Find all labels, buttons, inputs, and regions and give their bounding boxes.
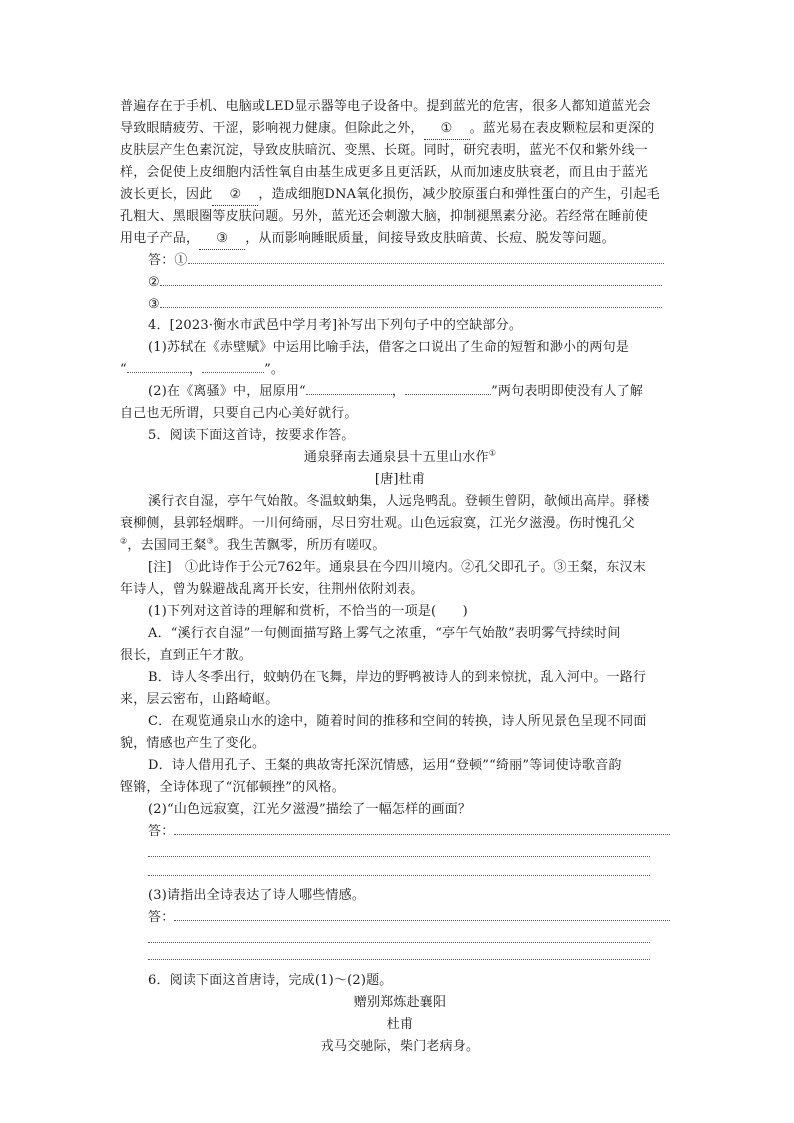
passage-line: 普遍存在于手机、电脑或LED显示器等电子设备中。提到蓝光的危害，很多人都知道蓝光会 xyxy=(120,99,651,114)
option-b[interactable]: B．诗人冬季出行，蚊蚋仍在飞舞，岸边的野鸭被诗人的到来惊扰，乱入河中。一路行 xyxy=(148,670,647,685)
answer-dotted-line[interactable] xyxy=(160,295,662,308)
answer-line: 答： xyxy=(148,907,680,928)
answer-line-2: ② xyxy=(148,272,680,293)
footnote-mark: ③ xyxy=(206,536,214,546)
question-6-title: 6．阅读下面这首唐诗，完成(1)～(2)题。 xyxy=(148,973,393,988)
answer-dotted-line[interactable] xyxy=(148,947,650,960)
question-4-part-1-blanks: “ ， ”。 xyxy=(120,362,285,377)
option-b-cont: 来，层云密布，山路崎岖。 xyxy=(120,692,279,707)
poem-line: 戎马交驰际，柴门老病身。 xyxy=(320,1039,480,1054)
answer-line xyxy=(148,843,680,864)
answer-dotted-line[interactable] xyxy=(174,822,670,835)
poem-title: 赠别郑炼赴襄阳 xyxy=(353,995,447,1010)
passage-line: 孔粗大、黑眼圈等皮肤问题。另外，蓝光还会刺激大脑，抑制褪黑素分泌。若经常在睡前使 xyxy=(120,209,649,224)
poem-line: 溪行衣自湿，亭午气始散。冬温蚊蚋集，人远凫鸭乱。登顿生曾阴，欹倾出高岸。驿楼 xyxy=(148,494,650,509)
blank-3: ③ xyxy=(199,228,245,250)
footnote-mark: ① xyxy=(488,448,497,458)
passage-line: 用电子产品， ③ ，从而影响睡眠质量，间接导致皮肤暗黄、长痘、脱发等问题。 xyxy=(120,228,680,250)
fill-blank[interactable] xyxy=(127,360,189,373)
answer-line-3: ③ xyxy=(148,294,680,315)
poem-line: ②，去国同王粲③。我生苦飘零，所历有嗟叹。 xyxy=(120,536,386,553)
answer-line xyxy=(148,862,680,883)
answer-line xyxy=(148,946,680,967)
sub-question-3: (3)请指出全诗表达了诗人哪些情感。 xyxy=(148,888,366,903)
answer-dotted-line[interactable] xyxy=(160,273,662,286)
blank-1: ① xyxy=(424,118,470,140)
sub-question-1: (1)下列对这首诗的理解和赏析，不恰当的一项是( ) xyxy=(148,604,468,619)
sub-question-2: (2)“山色远寂寞，江光夕滋漫”描绘了一幅怎样的画面？ xyxy=(148,802,472,817)
answer-line-1: 答：① xyxy=(148,250,680,271)
passage-line: 皮肤层产生色素沉淀，导致皮肤暗沉、变黑、长斑。同时，研究表明，蓝光不仅和紫外线一 xyxy=(120,143,649,158)
poem-title: 通泉驿南去通泉县十五里山水作① xyxy=(303,448,497,465)
option-a[interactable]: A．“溪行衣自湿”一句侧面描写路上雾气之浓重，“亭午气始散”表明雾气持续时间 xyxy=(148,626,621,641)
fill-blank[interactable] xyxy=(202,360,264,373)
option-c-cont: 貌，情感也产生了变化。 xyxy=(120,736,266,751)
poem-line: 衰柳侧，县郭轻烟畔。一川何绮丽，尽日穷壮观。山色远寂寞，江光夕滋漫。伤时愧孔父 xyxy=(120,516,635,531)
passage-line: 波长更长，因此 ② ，造成细胞DNA氧化损伤，减少胶原蛋白和弹性蛋白的产生，引起毛 xyxy=(120,184,680,206)
poem-author: [唐]杜甫 xyxy=(374,472,426,487)
option-a-cont: 很长，直到正午才散。 xyxy=(120,648,253,663)
answer-line: 答： xyxy=(148,821,680,842)
question-4-title: 4．[2023·衡水市武邑中学月考]补写出下列句子中的空缺部分。 xyxy=(148,318,523,333)
poem-notes: 年诗人，曾为躲避战乱离开长安，往荆州依附刘表。 xyxy=(120,582,424,597)
option-c[interactable]: C．在观览通泉山水的途中，随着时间的推移和空间的转换，诗人所见景色呈现不同面 xyxy=(148,714,647,729)
fill-blank[interactable] xyxy=(306,382,392,395)
poem-author: 杜甫 xyxy=(386,1017,414,1032)
answer-dotted-line[interactable] xyxy=(174,908,670,921)
footnote-mark: ② xyxy=(120,536,128,546)
answer-dotted-line[interactable] xyxy=(148,930,650,943)
option-d-cont: 铿锵，全诗体现了“沉郁顿挫”的风格。 xyxy=(120,780,345,795)
blank-2: ② xyxy=(212,184,258,206)
poem-notes: [注] ①此诗作于公元762年。通泉县在今四川境内。②孔父即孔子。③王粲，东汉末 xyxy=(148,560,646,575)
question-4-part-2: (2)在《离骚》中，屈原用“ ， ”两句表明即使没有人了解 xyxy=(148,384,644,399)
question-4-part-2-cont: 自己也无所谓，只要自己内心美好就行。 xyxy=(120,406,358,421)
question-4-part-1: (1)苏轼在《赤壁赋》中运用比喻手法，借客之口说出了生命的短暂和渺小的两句是 xyxy=(148,340,630,355)
passage-line: 样，会促使上皮细胞内活性氧自由基生成更多且更活跃，从而加速皮肤衰老，而且由于蓝光 xyxy=(120,165,649,180)
answer-dotted-line[interactable] xyxy=(148,863,650,876)
passage-line: 导致眼睛疲劳、干涩，影响视力健康。但除此之外， ① 。蓝光易在表皮颗粒层和更深的 xyxy=(120,118,680,140)
question-5-title: 5．阅读下面这首诗，按要求作答。 xyxy=(148,428,355,443)
answer-dotted-line[interactable] xyxy=(148,844,650,857)
fill-blank[interactable] xyxy=(405,382,491,395)
answer-dotted-line[interactable] xyxy=(188,251,664,264)
option-d[interactable]: D．诗人借用孔子、王粲的典故寄托深沉情感，运用“登顿”“绮丽”等词使诗歌音韵 xyxy=(148,758,622,773)
